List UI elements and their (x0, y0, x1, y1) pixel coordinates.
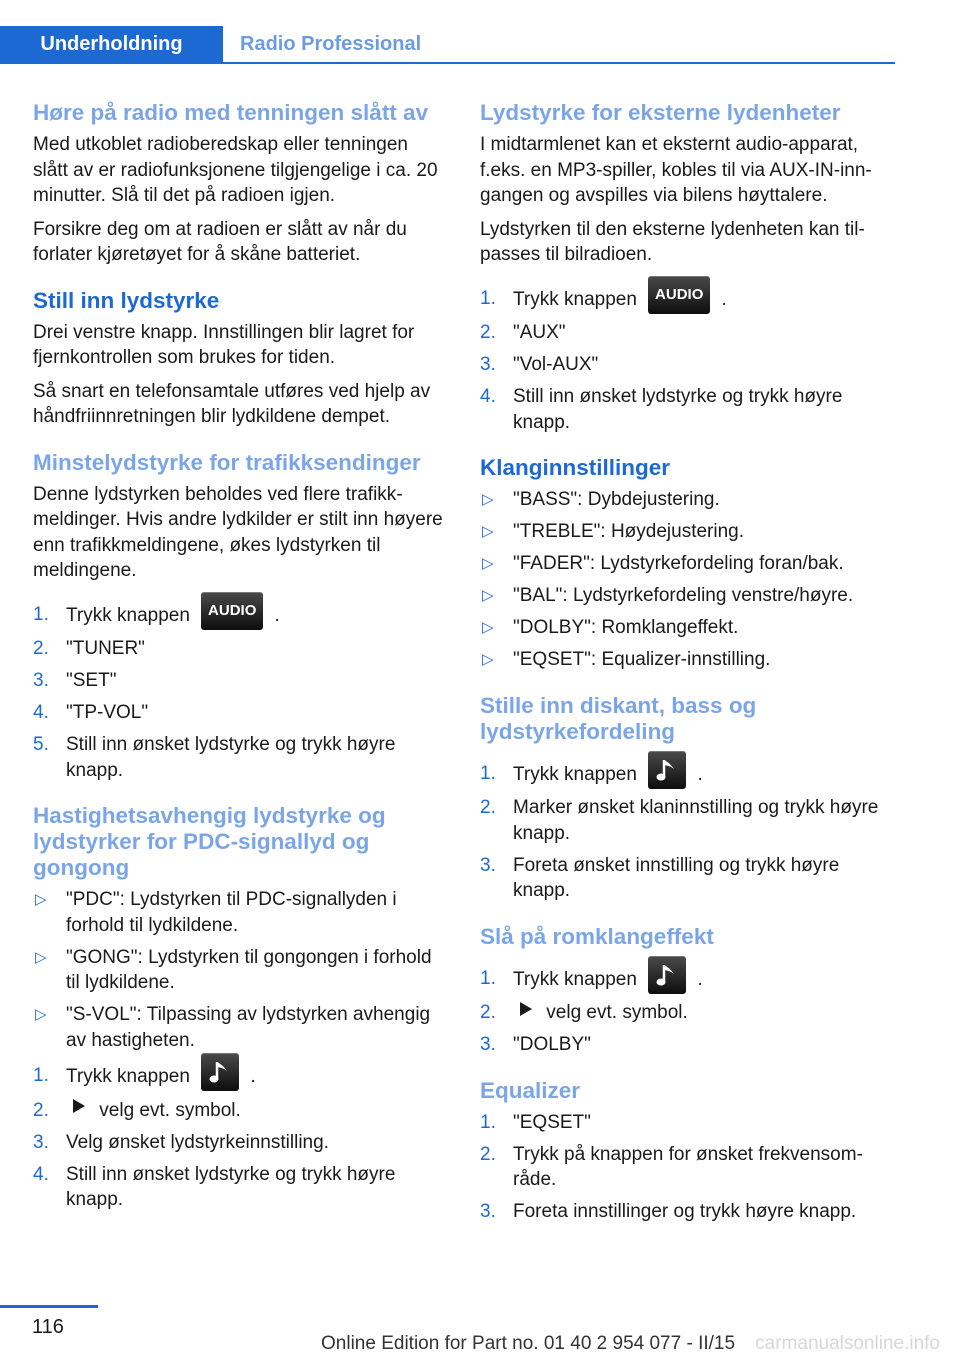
left-column (33, 100, 448, 1233)
step-text: "DOLBY" (513, 1034, 591, 1055)
step-number: 1. (480, 762, 496, 784)
step-text: "TP-VOL" (66, 702, 149, 723)
paragraph: Med utkoblet radioberedskap eller tenningen slått av er radiofunksjonene tilgjengelige i ca. 20 minutter. Slå til det på radioen igjen. (33, 134, 438, 206)
step-number: 1. (480, 287, 496, 309)
tab-radio-professional[interactable]: Radio Professional (240, 32, 422, 55)
step-text: Foreta innstillinger og trykk høyre knapp. (513, 1201, 857, 1222)
paragraph: Lydstyrken til den eksterne lydenheten kan tilpasses til bilradioen. (480, 218, 865, 265)
list-item (33, 1098, 448, 1124)
step-text: Still inn ønsket lydstyrke og trykk høyre knapp. (513, 386, 843, 433)
step-list (480, 966, 895, 1058)
list-item (33, 1130, 448, 1156)
section-heading: Hastighetsavhengig lydstyrke og lydstyrker for PDC-signallyd og gongong (33, 803, 386, 880)
step-number: 4. (33, 1163, 49, 1185)
step-text: "EQSET" (513, 1111, 591, 1133)
list-item (33, 887, 448, 938)
section-tone-settings (480, 455, 895, 673)
list-item (480, 487, 895, 513)
section-reverb (480, 924, 895, 1058)
step-list (480, 286, 895, 436)
section-heading: Stille inn diskant, bass og lydstyrkefordeling (480, 692, 757, 744)
step-number: 2. (480, 1143, 496, 1165)
step-number: 2. (480, 797, 496, 818)
page-header (0, 26, 895, 64)
paragraph: Denne lydstyrken beholdes ved flere trafikkmeldinger. Hvis andre lydkilder er stilt inn høyere enn trafikkmeldingene, økes lydstyrken til meldingene. (33, 483, 443, 581)
step-list (33, 602, 448, 784)
bullet-text: "FADER": Lydstyrkefordeling foran/bak. (513, 553, 844, 574)
section-heading: Høre på radio med tenningen slått av (33, 100, 429, 125)
step-number: 2. (33, 1099, 49, 1121)
step-text: velg evt. symbol. (99, 1099, 241, 1121)
bullet-list (480, 487, 895, 673)
play-arrow-icon (72, 1096, 86, 1122)
section-heading: Klanginnstillinger (480, 455, 671, 480)
step-text: Trykk knappen (513, 763, 637, 785)
step-text-end: . (274, 604, 280, 626)
triangle-bullet-icon: ▷ (482, 619, 494, 636)
section-volume (33, 288, 448, 430)
triangle-bullet-icon: ▷ (35, 891, 47, 908)
section-heading: Still inn lydstyrke (33, 287, 220, 313)
audio-button-icon: AUDIO (201, 592, 263, 630)
step-text: Velg ønsket lydstyrkeinnstilling. (66, 1131, 329, 1153)
step-text: Trykk på knappen for ønsket frekvensområde. (513, 1143, 863, 1190)
section-heading: Lydstyrke for eksterne lydenheter (480, 100, 841, 125)
step-number: 2. (480, 1002, 496, 1023)
step-text-end: . (250, 1066, 256, 1088)
section-min-traffic-volume (33, 450, 448, 784)
list-item (480, 1110, 895, 1136)
step-number: 3. (480, 1034, 496, 1055)
bullet-list (33, 887, 448, 1053)
step-text-end: . (697, 968, 703, 990)
triangle-bullet-icon: ▷ (482, 555, 494, 572)
list-item (33, 602, 448, 630)
triangle-bullet-icon: ▷ (482, 587, 494, 604)
paragraph: I midtarmlenet kan et eksternt audio-apparat, f.eks. en MP3-spiller, kobles til via AUX-IN-inngangen og avspilles via bilens høyttalere. (480, 134, 872, 206)
step-number: 1. (480, 1111, 496, 1133)
list-item (480, 761, 895, 789)
step-text: "AUX" (513, 322, 566, 343)
triangle-bullet-icon: ▷ (482, 523, 494, 540)
list-item (33, 1162, 448, 1213)
step-number: 1. (33, 603, 49, 625)
paragraph: Forsikre deg om at radioen er slått av når du forlater kjøretøyet for å skåne batteriet. (33, 218, 407, 265)
list-item (33, 636, 448, 662)
list-item (480, 1142, 895, 1193)
step-text: Still inn ønsket lydstyrke og trykk høyre knapp. (66, 734, 396, 781)
step-text-end: . (721, 288, 727, 310)
list-item (33, 668, 448, 694)
list-item (33, 1002, 448, 1053)
section-speed-volume (33, 803, 448, 1213)
step-number: 2. (480, 322, 496, 343)
list-item (480, 583, 895, 609)
bullet-text: "BAL": Lydstyrkefordeling venstre/høyre. (513, 585, 854, 606)
step-number: 4. (480, 386, 496, 407)
step-list (480, 1110, 895, 1225)
step-text: Marker ønsket klaninnstilling og trykk høyre knapp. (513, 797, 879, 844)
list-item (480, 1032, 895, 1058)
list-item (480, 647, 895, 673)
step-text: Trykk knappen (513, 288, 637, 310)
list-item (480, 853, 895, 904)
paragraph: Så snart en telefonsamtale utføres ved hjelp av håndfriinnretningen blir lydkildene dempet. (33, 380, 431, 427)
bullet-text: "EQSET": Equalizer-innstilling. (513, 649, 771, 670)
audio-button-icon: AUDIO (648, 276, 710, 314)
step-number: 4. (33, 702, 49, 723)
step-number: 1. (33, 1065, 49, 1086)
footer-rule (0, 1305, 98, 1308)
list-item (480, 615, 895, 641)
edition-text: Online Edition for Part no. 01 40 2 954 077 - II/15 (321, 1333, 736, 1354)
section-treble-bass (480, 693, 895, 904)
step-list (33, 1063, 448, 1213)
step-number: 2. (33, 638, 49, 659)
step-text: "TUNER" (66, 638, 145, 659)
list-item (480, 320, 895, 346)
bullet-text: "PDC": Lydstyrken til PDC-signallyden i forhold til lydkildene. (66, 889, 397, 936)
section-radio-ignition-off (33, 100, 448, 268)
step-text: Trykk knappen (66, 604, 190, 626)
watermark-text: carmanualsonline.info (755, 1333, 940, 1354)
page-number: 116 (32, 1316, 64, 1338)
step-text: Foreta ønsket innstilling og trykk høyre knapp. (513, 854, 840, 901)
section-heading: Slå på romklangeffekt (480, 923, 714, 949)
section-equalizer (480, 1078, 895, 1225)
bullet-text: "BASS": Dybdejustering. (513, 489, 720, 510)
triangle-bullet-icon: ▷ (35, 948, 47, 966)
list-item (480, 352, 895, 378)
step-text-end: . (697, 763, 703, 785)
list-item (480, 1000, 895, 1026)
step-number: 3. (33, 1131, 49, 1153)
list-item (33, 945, 448, 996)
step-number: 5. (33, 734, 49, 755)
right-column (480, 100, 895, 1245)
list-item (33, 700, 448, 726)
list-item (480, 519, 895, 545)
bullet-text: "GONG": Lydstyrken til gongongen i forhold til lydkildene. (66, 946, 432, 993)
triangle-bullet-icon: ▷ (482, 491, 494, 508)
step-number: 3. (480, 354, 496, 375)
paragraph: Drei venstre knapp. Innstillingen blir lagret for fjernkontrollen som brukes for tiden. (33, 321, 415, 368)
tab-underholdning[interactable]: Underholdning (0, 26, 223, 62)
list-item (33, 1063, 448, 1091)
step-text: Trykk knappen (513, 968, 637, 990)
section-external-audio (480, 100, 895, 435)
step-text: Trykk knappen (66, 1066, 190, 1088)
bullet-text: "DOLBY": Romklangeffekt. (513, 617, 739, 638)
triangle-bullet-icon: ▷ (482, 651, 494, 668)
bullet-text: "S-VOL": Tilpassing av lydstyrken avhengig av hastigheten. (66, 1004, 431, 1051)
triangle-bullet-icon: ▷ (35, 1006, 47, 1023)
music-note-button-icon (201, 1053, 239, 1091)
music-note-button-icon (648, 956, 686, 994)
step-number: 1. (480, 967, 496, 989)
list-item (480, 1199, 895, 1225)
step-number: 3. (480, 1201, 496, 1222)
list-item (480, 286, 895, 314)
list-item (480, 966, 895, 994)
step-text: "Vol-AUX" (513, 354, 599, 375)
section-heading: Equalizer (480, 1077, 581, 1103)
step-text: Still inn ønsket lydstyrke og trykk høyre knapp. (66, 1163, 396, 1210)
play-arrow-icon (519, 999, 533, 1025)
step-number: 3. (480, 854, 496, 876)
section-heading: Minstelydstyrke for trafikksendinger (33, 449, 421, 475)
step-list (480, 761, 895, 904)
step-number: 3. (33, 670, 49, 691)
list-item (480, 795, 895, 846)
list-item (480, 384, 895, 435)
bullet-text: "TREBLE": Høydejustering. (513, 521, 745, 542)
music-note-button-icon (648, 751, 686, 789)
step-text: velg evt. symbol. (546, 1002, 688, 1023)
list-item (480, 551, 895, 577)
list-item (33, 732, 448, 783)
step-text: "SET" (66, 670, 117, 691)
